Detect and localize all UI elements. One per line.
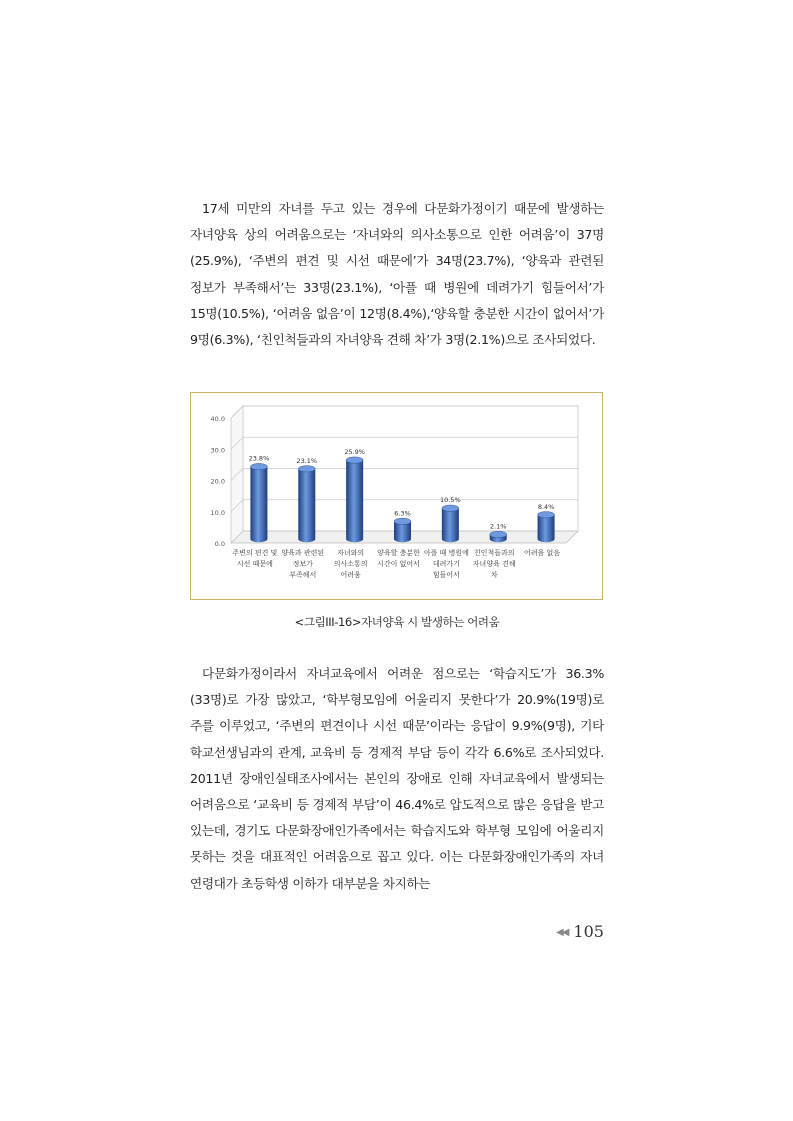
category-label: 의사소통의	[333, 560, 368, 568]
bar-top	[394, 518, 411, 524]
category-label: 차	[490, 571, 498, 579]
data-label: 25.9%	[344, 448, 365, 457]
page-number-area	[556, 922, 604, 941]
bar	[250, 467, 267, 543]
bar-top	[298, 466, 315, 472]
bar	[442, 508, 459, 542]
category-label: 부족해서	[289, 571, 317, 579]
y-tick-label: 20.0	[210, 477, 225, 486]
paragraph-2: 다문화가정이라서 자녀교육에서 어려운 점으로는 ‘학습지도’가 36.3%(33명)로 가장 많았고, ‘학부형모임에 어울리지 못한다’가 20.9%(19명)로 주를 이루었고, ‘주변의 편견이나 시선 때문’이라는 응답이 9.9%(9명), 기타 학교선생님과의 관계, 교육비 등 경제적 부담 등이 각각 6.6%로 조사되었다. 2011년 장애인실태조사에서는 본인의 장애로 인해 자녀교육에서 발생되는 어려움으로 ‘교육비 등 경제적 부담’이 46.4%로 압도적으로 많은 응답을 받고 있는데, 경기도 다문화장애인가족에서는 학습지도와 학부형 모임에 어울리지 못하는 것을 대표적인 어려움으로 꼽고 있다. 이는 다문화장애인가족의 자녀 연령대가 초등학생 이하가 대부분을 차지하는	[190, 666, 604, 891]
category-label: 시선 때문에	[236, 560, 273, 568]
category-label: 어려움 없음	[524, 549, 561, 557]
category-label: 힘들어서	[432, 571, 460, 579]
y-tick-label: 10.0	[210, 508, 225, 517]
double-arrow-icon: ◀◀	[556, 927, 568, 938]
y-tick-label: 0.0	[214, 540, 225, 548]
figure-caption: <그림III-16>자녀양육 시 발생하는 어려움	[294, 615, 500, 629]
category-label: 자녀양육 견해	[472, 560, 516, 568]
category-label: 데려가기	[432, 560, 460, 568]
category-label: 시간이 없어서	[377, 560, 420, 568]
bar-top	[442, 505, 459, 511]
y-tick-label: 30.0	[210, 446, 225, 455]
category-label: 양육할 충분한	[377, 549, 420, 557]
bar-top	[250, 463, 267, 469]
bar	[538, 515, 555, 542]
y-tick-label: 40.0	[210, 415, 225, 423]
data-label: 10.5%	[440, 496, 461, 505]
category-label: 친인척들과의	[473, 549, 515, 557]
bar-top	[538, 512, 555, 518]
page-number: 105	[573, 922, 604, 941]
bar	[346, 460, 363, 542]
category-label: 아플 때 병원에	[423, 549, 469, 557]
chart-figure	[190, 392, 603, 600]
category-label: 주변의 편견 및	[232, 549, 278, 557]
bar-top	[346, 457, 363, 463]
paragraph-1: 17세 미만의 자녀를 두고 있는 경우에 다문화가정이기 때문에 발생하는 자녀양육 상의 어려움으로는 ‘자녀와의 의사소통으로 인한 어려움’이 37명(25.9%), ‘주변의 편견 및 시선 때문에’가 34명(23.7%), ‘양육과 관련된 정보가 부족해서’는 33명(23.1%), ‘아플 때 병원에 데려가기 힘들어서’가 15명(10.5%), ‘어려움 없음’이 12명(8.4%),‘양육할 충분한 시간이 없어서’가 9명(6.3%), ‘친인척들과의 자녀양육 견해 차’가 3명(2.1%)으로 조사되었다.	[190, 201, 604, 348]
data-label: 23.1%	[296, 456, 318, 465]
bar-top	[490, 531, 507, 537]
data-label: 23.8%	[248, 454, 270, 463]
bar-chart	[191, 393, 601, 598]
bar	[298, 469, 315, 542]
data-label: 6.3%	[394, 509, 411, 518]
category-label: 자녀와의	[337, 549, 365, 557]
category-label: 양육과 관련된	[281, 549, 325, 557]
data-label: 2.1%	[489, 522, 507, 531]
data-label: 8.4%	[537, 502, 555, 511]
category-label: 정보가	[292, 560, 313, 568]
category-label: 어려움	[340, 571, 361, 579]
